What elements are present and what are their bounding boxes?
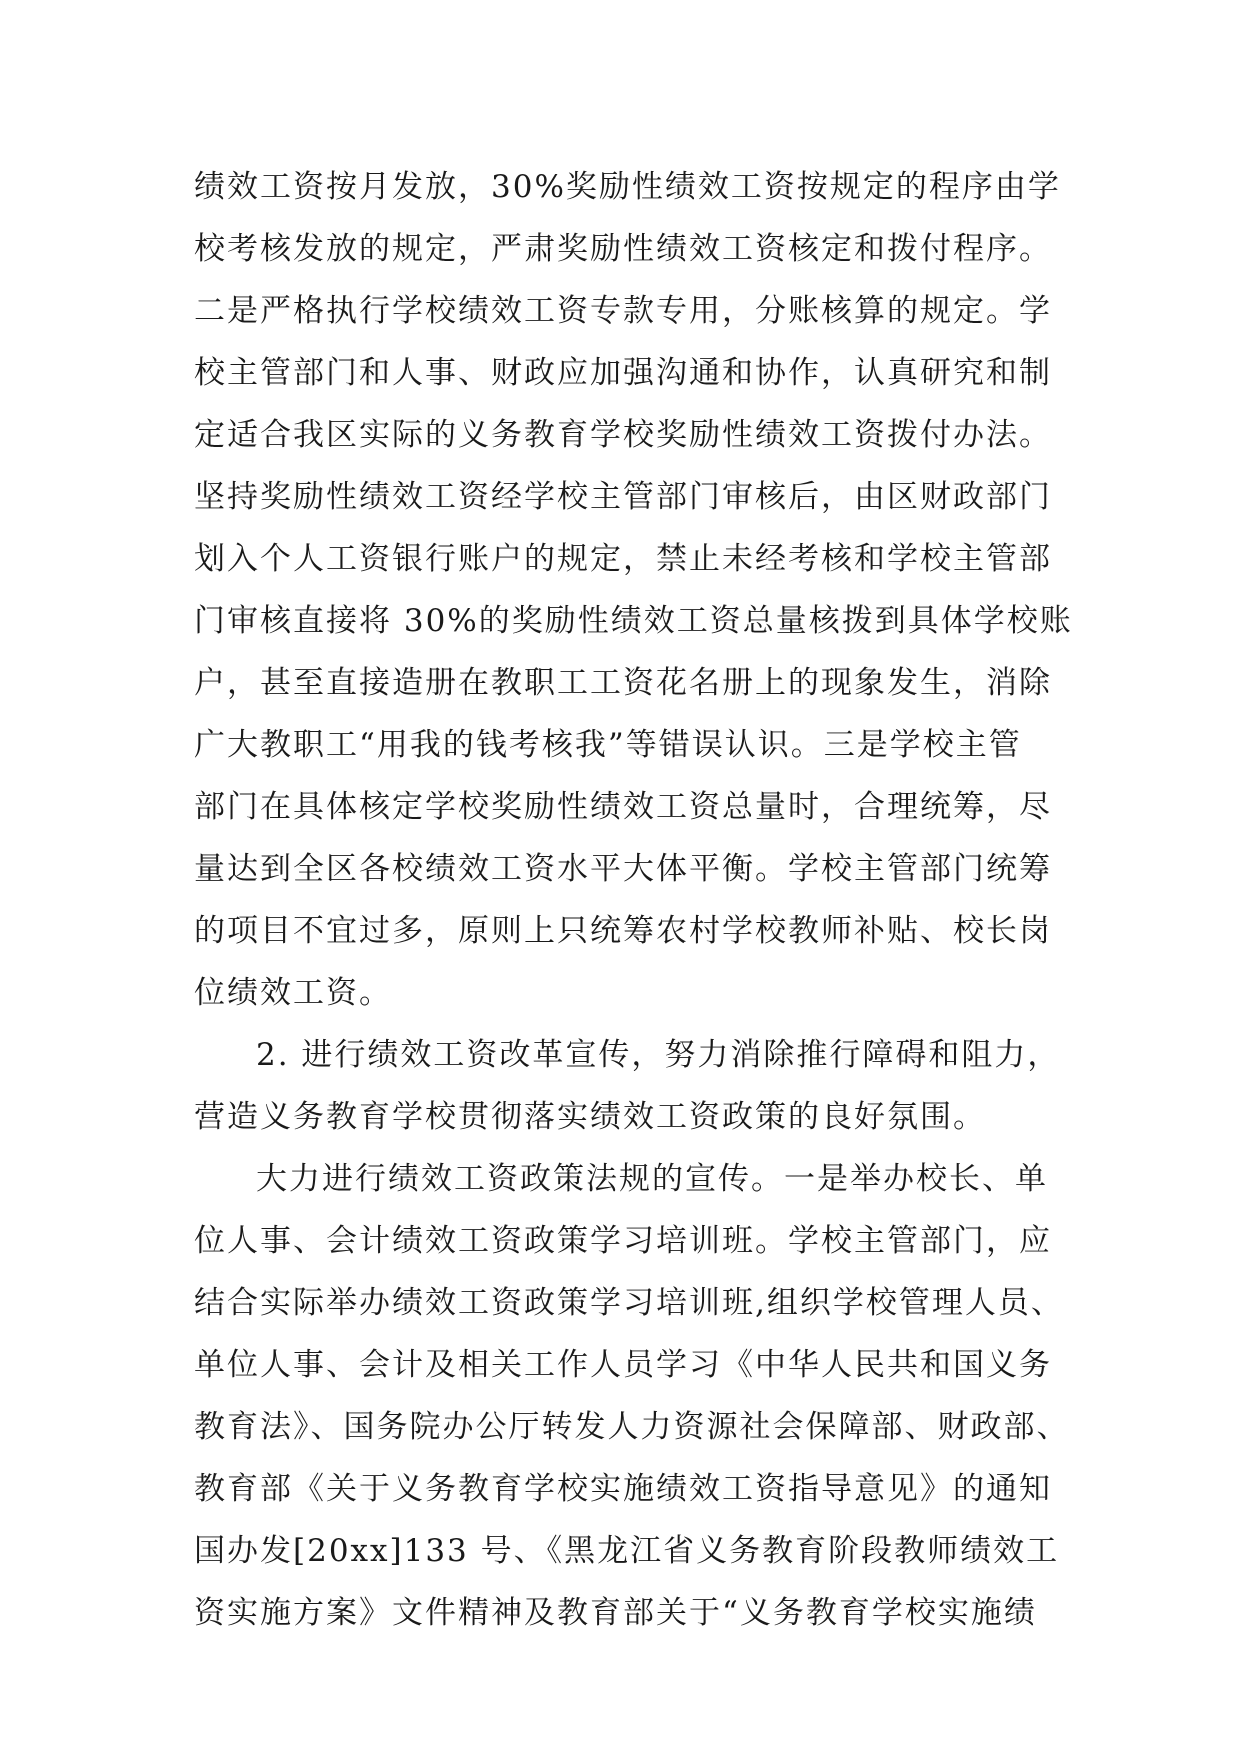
- text-line: 户，甚至直接造册在教职工工资花名册上的现象发生，消除: [194, 665, 1052, 701]
- text-line: 二是严格执行学校绩效工资专款专用，分账核算的规定。学: [194, 293, 1052, 329]
- text-line: 定适合我区实际的义务教育学校奖励性绩效工资拨付办法。: [194, 417, 1052, 453]
- text-line: 校考核发放的规定，严肃奖励性绩效工资核定和拨付程序。: [194, 231, 1052, 267]
- text-line: 单位人事、会计及相关工作人员学习《中华人民共和国义务: [194, 1347, 1052, 1383]
- text-line: 部门在具体核定学校奖励性绩效工资总量时，合理统筹，尽: [194, 789, 1052, 825]
- text-line: 位绩效工资。: [194, 975, 392, 1011]
- text-line: 教育法》、国务院办公厅转发人力资源社会保障部、财政部、: [194, 1409, 1070, 1445]
- text-line: 门审核直接将 30%的奖励性绩效工资总量核拨到具体学校账: [194, 603, 1073, 639]
- section-heading-line: 2. 进行绩效工资改革宣传，努力消除推行障碍和阻力，: [256, 1037, 1061, 1073]
- text-line: 位人事、会计绩效工资政策学习培训班。学校主管部门，应: [194, 1223, 1052, 1259]
- text-line: 量达到全区各校绩效工资水平大体平衡。学校主管部门统筹: [194, 851, 1052, 887]
- text-line: 教育部《关于义务教育学校实施绩效工资指导意见》的通知: [194, 1471, 1052, 1507]
- text-line: 资实施方案》文件精神及教育部关于“义务教育学校实施绩: [194, 1595, 1037, 1631]
- text-line: 校主管部门和人事、财政应加强沟通和协作，认真研究和制: [194, 355, 1052, 391]
- paragraph-start-line: 大力进行绩效工资政策法规的宣传。一是举办校长、单: [256, 1161, 1048, 1197]
- body-text: [194, 156, 1074, 1644]
- text-line: 划入个人工资银行账户的规定，禁止未经考核和学校主管部: [194, 541, 1052, 577]
- section-heading-line: 营造义务教育学校贯彻落实绩效工资政策的良好氛围。: [194, 1099, 986, 1135]
- text-line: 国办发[20xx]133 号、《黑龙江省义务教育阶段教师绩效工: [194, 1533, 1060, 1569]
- text-line: 绩效工资按月发放，30%奖励性绩效工资按规定的程序由学: [194, 169, 1061, 205]
- text-line: 的项目不宜过多，原则上只统筹农村学校教师补贴、校长岗: [194, 913, 1052, 949]
- text-line: 广大教职工“用我的钱考核我”等错误认识。三是学校主管: [194, 727, 1022, 763]
- text-line: 结合实际举办绩效工资政策学习培训班,组织学校管理人员、: [194, 1285, 1064, 1321]
- text-line: 坚持奖励性绩效工资经学校主管部门审核后，由区财政部门: [194, 479, 1052, 515]
